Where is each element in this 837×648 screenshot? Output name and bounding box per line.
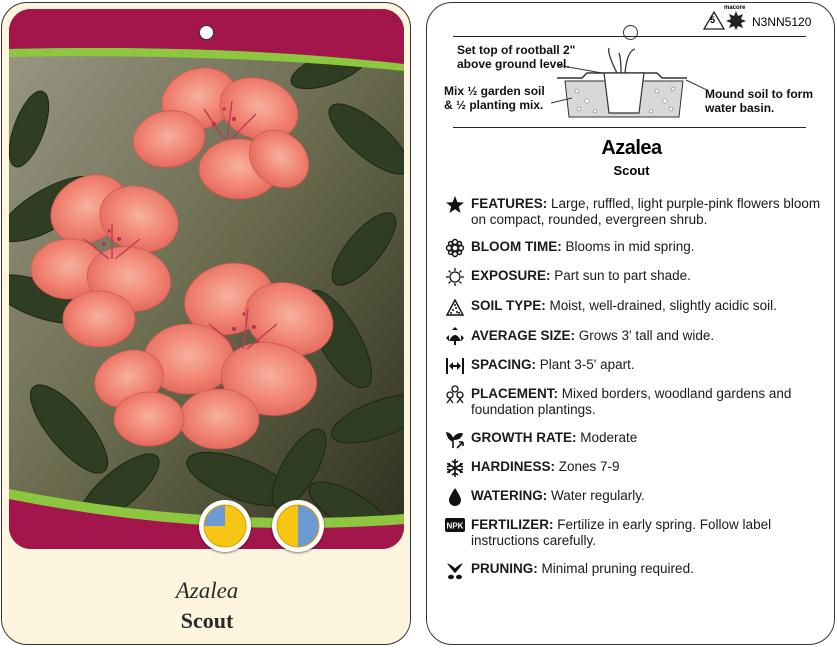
part-sun-icon [199,500,251,552]
care-info-text [471,430,825,446]
care-info-value: Fertilize in early spring. Follow label instructions carefully. [471,517,772,548]
care-info-value: Large, ruffled, light purple-pink flowers bloom on compact, rounded, evergreen shrub. [471,196,821,227]
care-info-label: AVERAGE SIZE: [471,328,576,343]
front-common-name: Azalea [175,578,239,603]
back-tag [426,2,835,645]
recycle-number: 5 [710,15,716,25]
hang-hole [623,25,638,40]
care-info-row [445,298,825,314]
front-variety-name: Scout [180,608,234,633]
plant-photo [9,9,404,549]
growth-icon [445,429,465,449]
divider [453,127,806,128]
diagram-label-rootball: Set top of rootball 2" above ground level. [457,43,576,71]
care-info-label: FEATURES: [471,196,548,211]
fertilizer-icon [445,516,465,536]
spacing-icon [445,356,465,376]
care-info-text [471,328,825,344]
svg-text:NPK: NPK [446,521,464,531]
azalea-photo-illustration [9,9,404,549]
care-info-row [445,357,825,373]
sun-icon [445,267,465,287]
care-info-row [445,488,825,504]
brand-name: macore [724,5,746,11]
care-info-text [471,517,825,548]
care-info-row [445,459,825,475]
care-info-label: SPACING: [471,357,537,372]
care-info-text [471,561,825,577]
part-sun-badge [199,500,251,552]
care-info-value: Grows 3' tall and wide. [575,328,715,343]
snowflake-icon [445,458,465,478]
care-info-value: Moist, well-drained, slightly acidic soil. [545,298,777,313]
care-info-text [471,459,825,475]
care-info-value: Plant 3-5' apart. [536,357,635,372]
pruners-icon [445,560,465,580]
care-info-value: Blooms in mid spring. [561,239,695,254]
care-info-text [471,298,825,314]
size-icon [445,327,465,347]
care-info-label: HARDINESS: [471,459,556,474]
care-info-label: BLOOM TIME: [471,239,562,254]
care-info-row [445,268,825,284]
care-info-row [445,386,825,417]
diagram-label-soil-mix: Mix ½ garden soil & ½ planting mix. [444,84,545,112]
care-info-value: Mixed borders, woodland gardens and foundation plantings. [471,386,792,417]
back-title: Azalea [601,137,662,159]
care-info-label: PRUNING: [471,561,538,576]
part-shade-badge [272,500,324,552]
care-info-label: EXPOSURE: [471,268,551,283]
care-info-row [445,430,825,446]
hang-hole [199,25,214,40]
care-info-text [471,196,825,227]
care-info-label: PLACEMENT: [471,386,558,401]
care-info-value: Moderate [576,430,638,445]
care-info-text [471,357,825,373]
care-info-label: GROWTH RATE: [471,430,577,445]
care-info-text [471,239,825,255]
care-info-text [471,386,825,417]
placement-icon [445,385,465,405]
care-info-row [445,517,825,548]
product-code: N3NN5120 [752,15,812,29]
brand-logo [725,9,747,31]
back-subtitle: Scout [613,163,650,178]
front-tag [1,2,411,645]
star-icon [445,195,465,215]
flower-icon [445,238,465,258]
care-info-text [471,488,825,504]
care-info-row [445,239,825,255]
care-info-value: Water regularly. [547,488,645,503]
care-info-label: FERTILIZER: [471,517,554,532]
care-info-label: SOIL TYPE: [471,298,546,313]
soil-icon [445,297,465,317]
part-shade-icon [272,500,324,552]
care-info-value: Zones 7-9 [555,459,620,474]
planting-diagram [547,43,707,121]
diagram-label-water-basin: Mound soil to form water basin. [705,87,813,115]
care-info-value: Minimal pruning required. [537,561,694,576]
care-info-value: Part sun to part shade. [550,268,691,283]
care-info-row [445,196,825,227]
water-drop-icon [445,487,465,507]
care-info-text [471,268,825,284]
care-info-row [445,328,825,344]
care-info-label: WATERING: [471,488,548,503]
divider [453,36,806,37]
care-info-row [445,561,825,577]
